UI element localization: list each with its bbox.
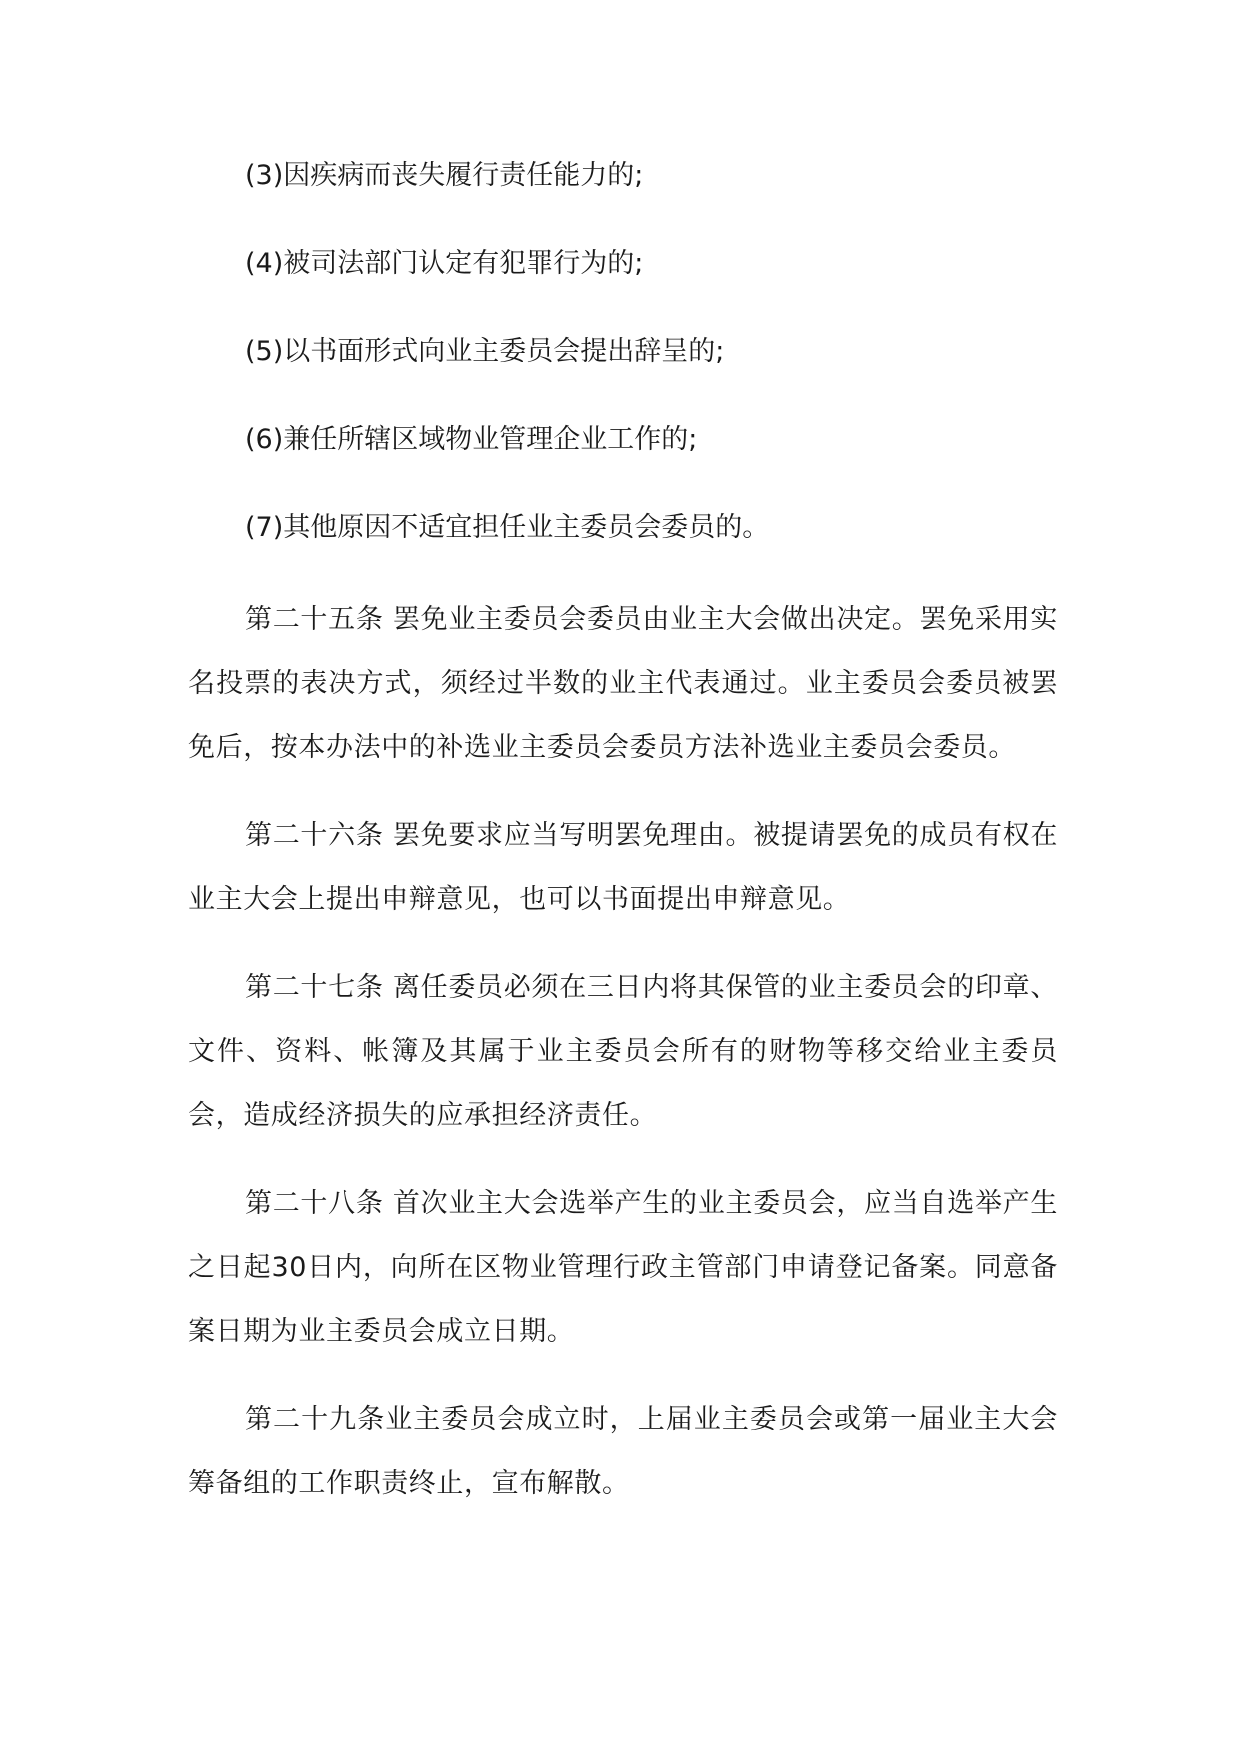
article-27: 第二十七条 离任委员必须在三日内将其保管的业主委员会的印章、文件、资料、帐簿及其属于业主委员会所有的财物等移交给业主委员会，造成经济损失的应承担经济责任。 <box>188 972 1058 1131</box>
list-item-6: (6)兼任所辖区域物业管理企业工作的; <box>245 424 698 455</box>
article-26: 第二十六条 罢免要求应当写明罢免理由。被提请罢免的成员有权在业主大会上提出申辩意见，也可以书面提出申辩意见。 <box>188 820 1058 915</box>
article-25: 第二十五条 罢免业主委员会委员由业主大会做出决定。罢免采用实名投票的表决方式，须经过半数的业主代表通过。业主委员会委员被罢免后，按本办法中的补选业主委员会委员方法补选业主委员会委员。 <box>188 604 1058 763</box>
article-29: 第二十九条业主委员会成立时，上届业主委员会或第一届业主大会筹备组的工作职责终止，宣布解散。 <box>188 1404 1058 1499</box>
list-item-5: (5)以书面形式向业主委员会提出辞呈的; <box>245 336 725 367</box>
list-item-7: (7)其他原因不适宜担任业主委员会委员的。 <box>245 512 770 543</box>
document-body <box>188 154 1058 1540</box>
article-28: 第二十八条 首次业主大会选举产生的业主委员会，应当自选举产生之日起30日内，向所在区物业管理行政主管部门申请登记备案。同意备案日期为业主委员会成立日期。 <box>188 1188 1058 1347</box>
list-item-3: (3)因疾病而丧失履行责任能力的; <box>245 160 644 191</box>
list-item-4: (4)被司法部门认定有犯罪行为的; <box>245 248 644 279</box>
